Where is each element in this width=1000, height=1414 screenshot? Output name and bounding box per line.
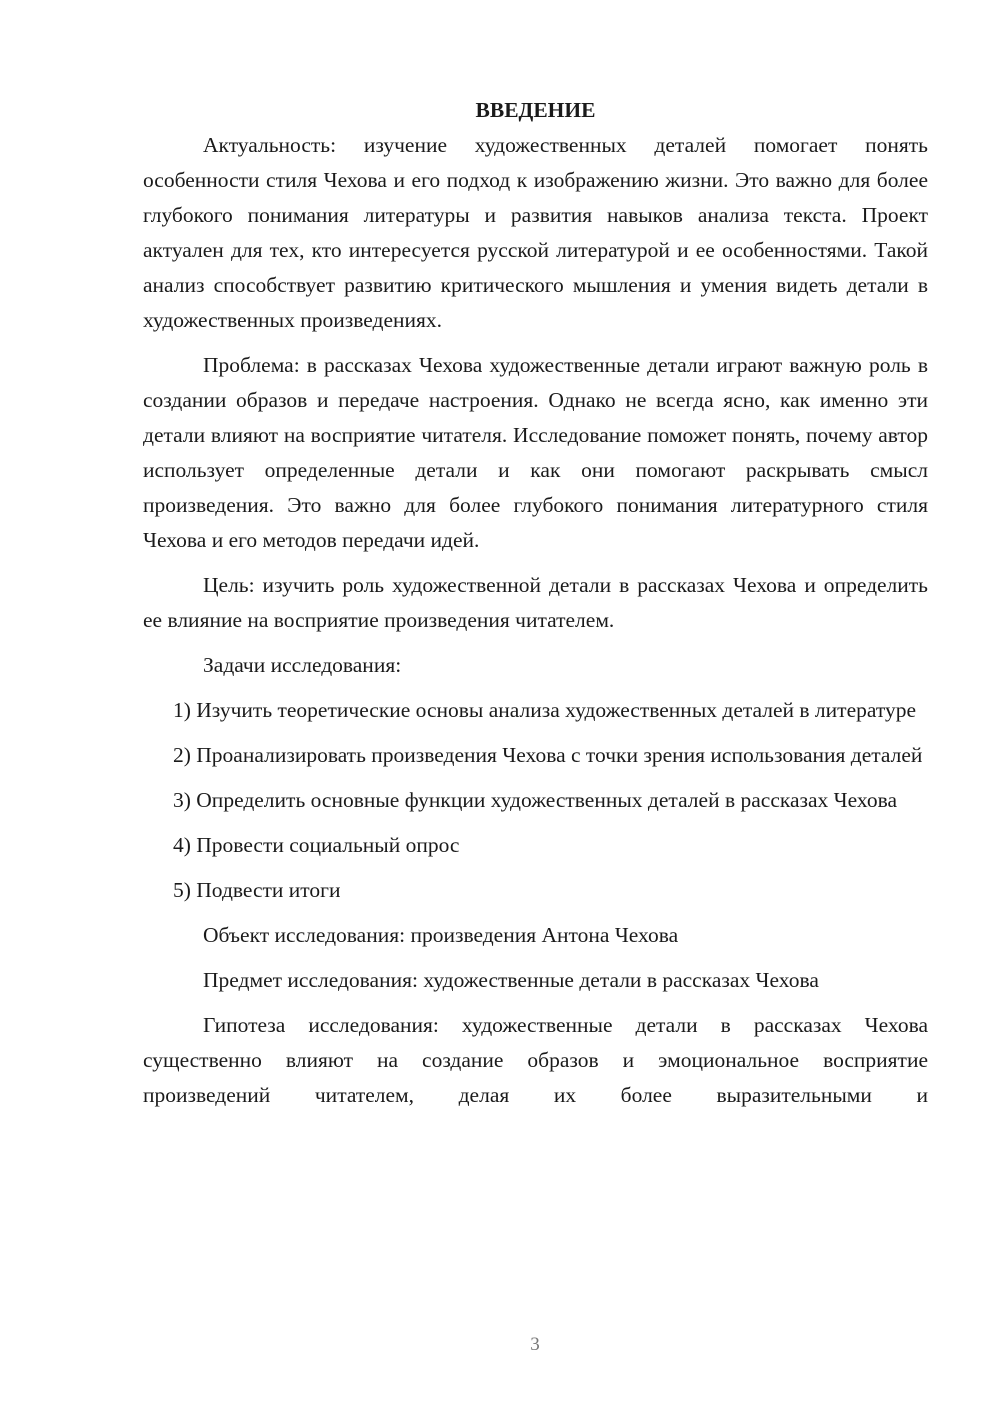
document-page <box>143 93 928 1113</box>
task-item: 4) Провести социальный опрос <box>173 833 460 857</box>
task-item: 3) Определить основные функции художественных деталей в рассказах Чехова <box>173 788 898 812</box>
hypothesis-paragraph: Гипотеза исследования: художественные детали в рассказах Чехова существенно влияют на создание образов и эмоциональное восприятие произведений читателем, делая их более выразительными и <box>143 1013 928 1107</box>
task-item: 1) Изучить теоретические основы анализа художественных деталей в литературе <box>173 698 916 722</box>
section-heading: ВВЕДЕНИЕ <box>475 98 596 122</box>
problem-paragraph: Проблема: в рассказах Чехова художественные детали играют важную роль в создании образов и передаче настроения. Однако не всегда ясно, как именно эти детали влияют на восприятие читателя. Исследование поможет понять, почему автор использует определенные детали и как они помогают раскрывать смысл произведения. Это важно для более глубокого понимания литературного стиля Чехова и его методов передачи идей. <box>143 353 928 552</box>
research-object: Объект исследования: произведения Антона Чехова <box>203 923 679 947</box>
relevance-paragraph: Актуальность: изучение художественных деталей помогает понять особенности стиля Чехова и его подход к изображению жизни. Это важно для более глубокого понимания литературы и развития навыков анализа текста. Проект актуален для тех, кто интересуется русской литературой и ее особенностями. Такой анализ способствует развитию критического мышления и умения видеть детали в художественных произведениях. <box>143 133 928 332</box>
page-number: 3 <box>530 1334 540 1355</box>
task-item: 5) Подвести итоги <box>173 878 341 902</box>
research-subject: Предмет исследования: художественные детали в рассказах Чехова <box>203 968 819 992</box>
task-item: 2) Проанализировать произведения Чехова с точки зрения использования деталей <box>173 743 923 767</box>
tasks-title: Задачи исследования: <box>203 653 402 677</box>
goal-paragraph: Цель: изучить роль художественной детали в рассказах Чехова и определить ее влияние на восприятие произведения читателем. <box>143 573 928 632</box>
